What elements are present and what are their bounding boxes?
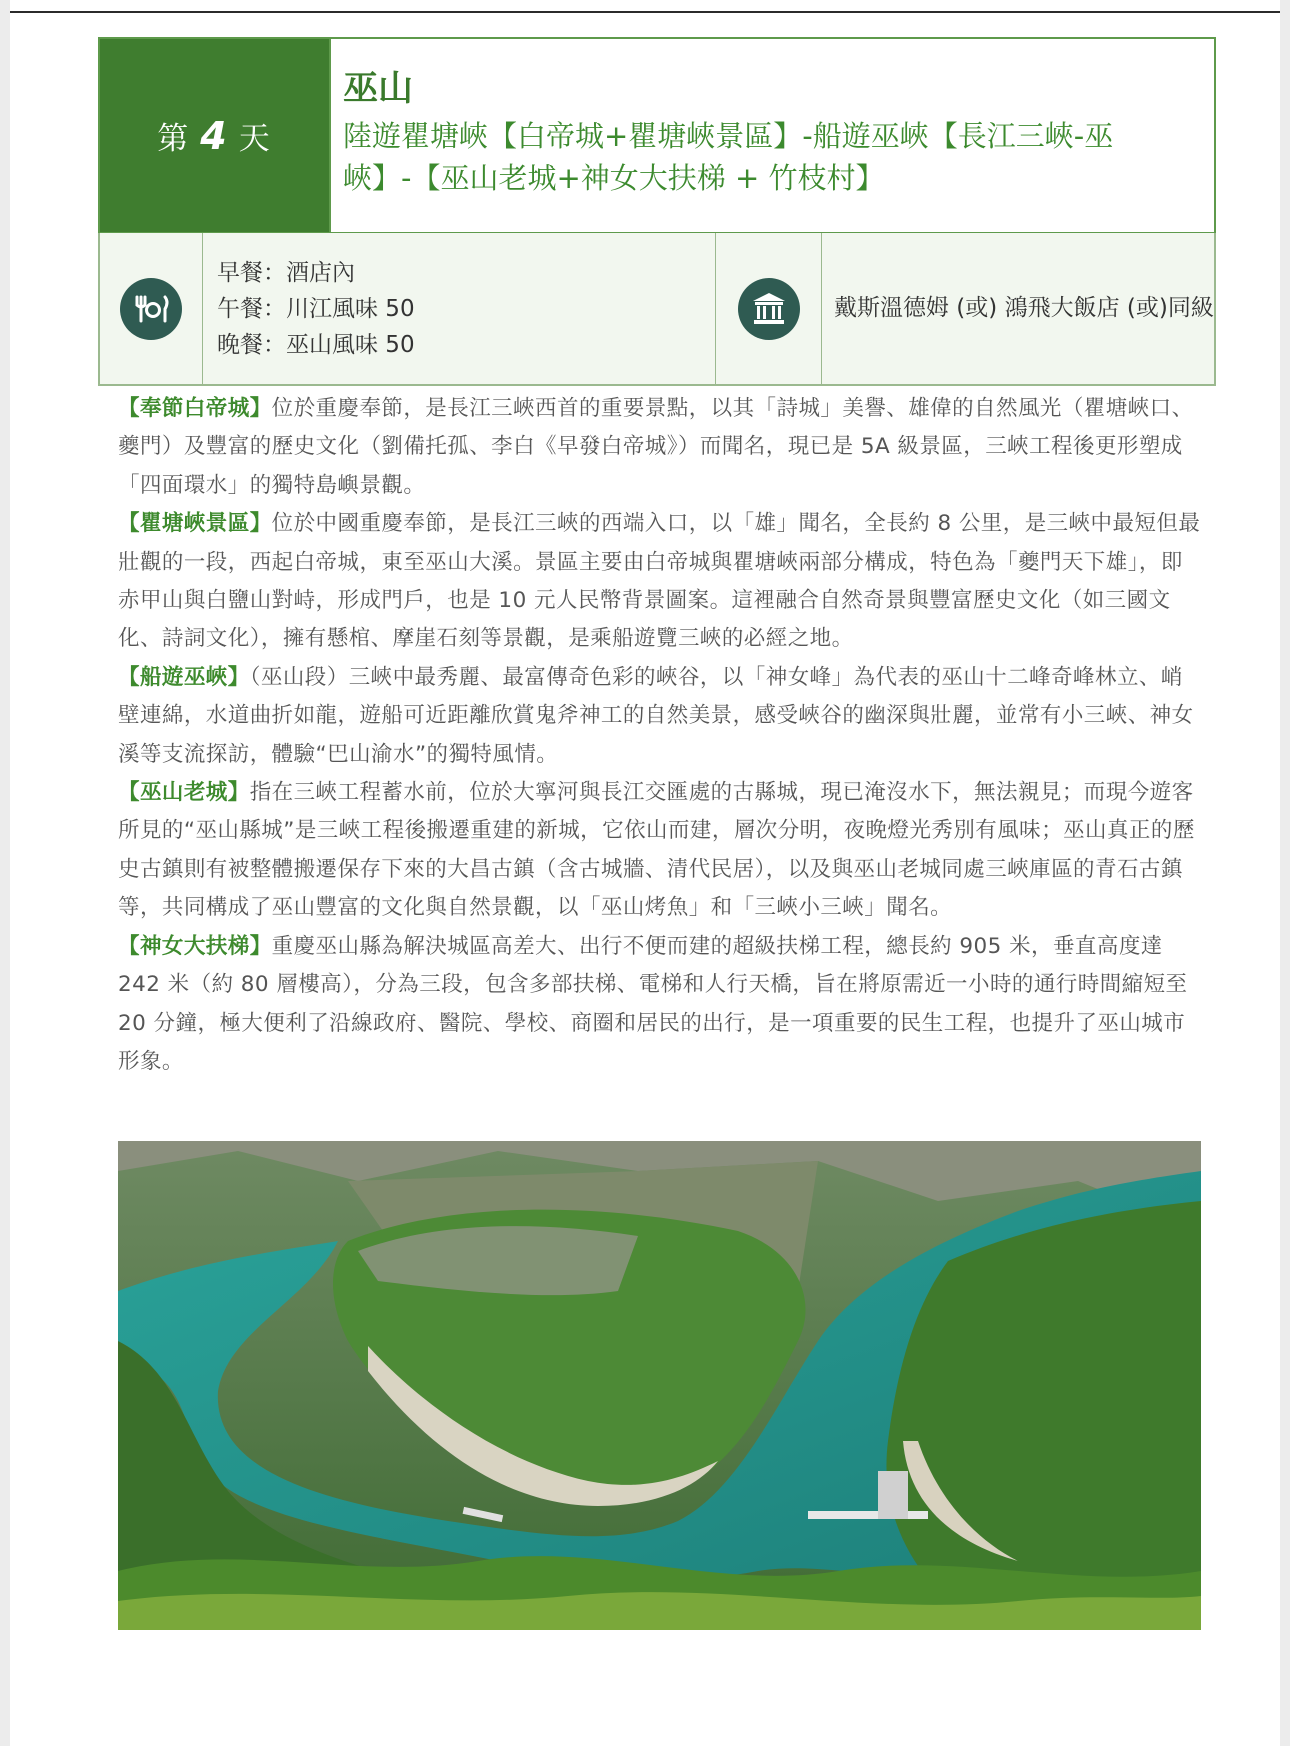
meals-cell xyxy=(203,233,716,384)
hotel-icon-cell xyxy=(716,233,822,384)
paragraph-baidicheng xyxy=(118,390,1203,505)
page xyxy=(10,0,1280,1746)
title-block xyxy=(329,39,1214,232)
lunch-text: 午餐：川江風味 50 xyxy=(217,296,415,322)
page-title: 巫山 xyxy=(343,69,414,109)
dinner-text: 晚餐：巫山風味 50 xyxy=(217,332,415,358)
top-divider xyxy=(10,11,1280,13)
day-label xyxy=(100,39,329,232)
day-suffix: 天 xyxy=(238,121,272,157)
paragraph-text: 指在三峽工程蓄水前，位於大寧河與長江交匯處的古縣城，現已淹沒水下，無法親見；而現今遊客所見的“巫山縣城”是三峽工程後搬遷重建的新城，它依山而建，層次分明，夜晚燈光秀別有風味；巫山真正的歷史古鎮則有被整體搬遷保存下來的大昌古鎮（含古城牆、清代民居），以及與巫山老城同處三峽庫區的青石古鎮等，共同構成了巫山豐富的文化與自然景觀，以「巫山烤魚」和「三峽小三峽」聞名。 xyxy=(118,780,1195,921)
hotel-building-icon xyxy=(738,278,800,340)
route-title: 陸遊瞿塘峽【白帝城+瞿塘峽景區】-船遊巫峽【長江三峽-巫峽】-【巫山老城+神女大扶梯 + 竹枝村】 xyxy=(343,119,1114,195)
cutlery-icon xyxy=(120,278,182,340)
paragraph-text: 位於重慶奉節，是長江三峽西首的重要景點，以其「詩城」美譽、雄偉的自然風光（瞿塘峽口、夔門）及豐富的歷史文化（劉備托孤、李白《早發白帝城》）而聞名，現已是 5A 級景區，三峽工程後更形塑成「四面環水」的獨特島嶼景觀。 xyxy=(118,396,1194,498)
paragraph-keyword: 【奉節白帝城】 xyxy=(118,396,272,421)
paragraph-text: 位於中國重慶奉節，是長江三峽的西端入口，以「雄」聞名，全長約 8 公里，是三峽中最短但最壯觀的一段，西起白帝城，東至巫山大溪。景區主要由白帝城與瞿塘峽兩部分構成，特色為「夔門天下雄」，即赤甲山與白鹽山對峙，形成門戶，也是 10 元人民幣背景圖案。這裡融合自然奇景與豐富歷史文化（如三國文化、詩詞文化），擁有懸棺、摩崖石刻等景觀，是乘船遊覽三峽的必經之地。 xyxy=(118,511,1201,652)
breakfast-text: 早餐：酒店內 xyxy=(217,260,355,286)
paragraph-text: （巫山段）三峽中最秀麗、最富傳奇色彩的峽谷，以「神女峰」為代表的巫山十二峰奇峰林立、峭壁連綿，水道曲折如龍，遊船可近距離欣賞鬼斧神工的自然美景，感受峽谷的幽深與壯麗，並常有小三峽、神女溪等支流探訪，體驗“巴山渝水”的獨特風情。 xyxy=(118,664,1194,767)
attraction-descriptions xyxy=(118,390,1203,1081)
day-prefix: 第 xyxy=(157,121,191,157)
meal-icon-cell xyxy=(100,233,203,384)
paragraph-wushan-old-town xyxy=(118,774,1203,928)
hotel-text: 戴斯溫德姆 (或) 鴻飛大飯店 (或)同級 xyxy=(834,295,1214,321)
paragraph-wu-gorge-cruise xyxy=(118,659,1203,774)
hotel-cell xyxy=(822,233,1216,384)
meals-hotel-row xyxy=(98,233,1216,386)
paragraph-keyword: 【神女大扶梯】 xyxy=(118,933,272,959)
itinerary-header xyxy=(98,37,1216,234)
gorge-river-photo xyxy=(118,1141,1201,1630)
paragraph-keyword: 【船遊巫峽】 xyxy=(118,664,250,690)
day-number: 4 xyxy=(200,113,229,158)
paragraph-qutang-gorge xyxy=(118,505,1203,659)
paragraph-keyword: 【瞿塘峽景區】 xyxy=(118,511,272,537)
paragraph-text: 重慶巫山縣為解決城區高差大、出行不便而建的超級扶梯工程，總長約 905 米，垂直高度達 242 米（約 80 層樓高），分為三段，包含多部扶梯、電梯和人行天橋，旨在將原需近一小時的通行時間縮短至 20 分鐘，極大便利了沿線政府、醫院、學校、商圈和居民的出行，是一項重要的民生工程，也提升了巫山城市形象。 xyxy=(118,933,1188,1074)
paragraph-goddess-escalator xyxy=(118,928,1203,1082)
paragraph-keyword: 【巫山老城】 xyxy=(118,780,250,806)
